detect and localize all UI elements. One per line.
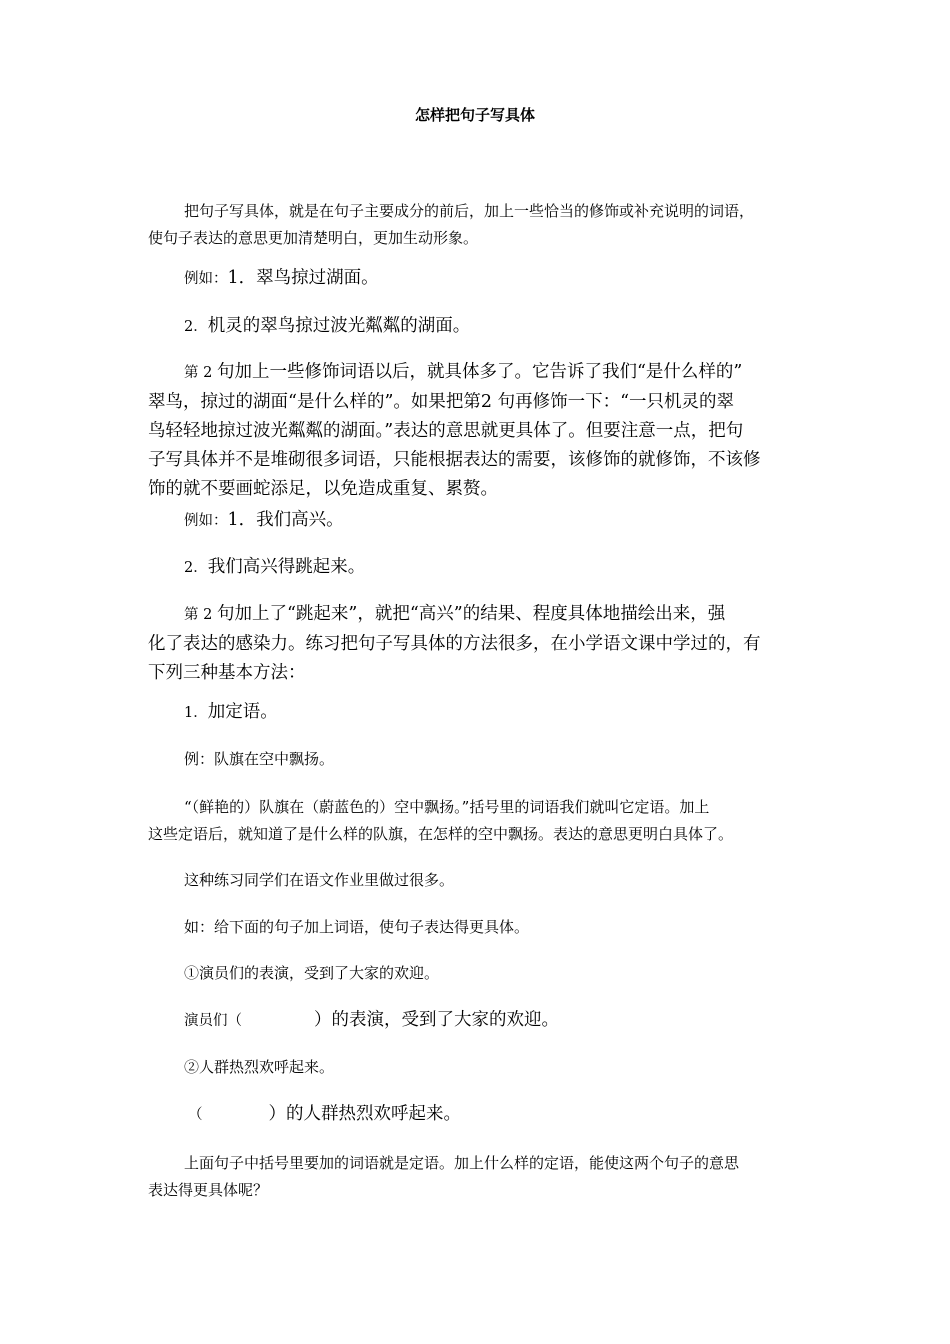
explain1-line-2: 翠鸟，掠过的湖面“是什么样的”。如果把第2 句再修饰一下：“一只机灵的翠 (148, 392, 735, 412)
explain1-line-1: 第 2 句加上一些修饰词语以后，就具体多了。它告诉了我们“是什么样的” (184, 362, 743, 382)
intro-paragraph (148, 198, 813, 252)
intro-line-1: 把句子写具体，就是在句子主要成分的前后，加上一些恰当的修饰或补充说明的词语， (184, 202, 755, 220)
practice-note: 这种练习同学们在语文作业里做过很多。 (184, 871, 455, 889)
method1-text: 加定语。 (207, 702, 278, 722)
example2-sentence-2 (148, 553, 849, 583)
example1-sentence-2 (148, 312, 849, 342)
example2-s1-text: 1．我们高兴。 (227, 510, 344, 530)
example1-s1-text: 1．翠鸟掠过湖面。 (227, 268, 379, 288)
explain2-line-1: 第 2 句加上了“跳起来”，就把“高兴”的结果、程度具体地描绘出来，强 (184, 604, 726, 624)
item1-fill-suffix: ）的表演，受到了大家的欢迎。 (314, 1010, 559, 1030)
method1-explain-paragraph (148, 794, 813, 848)
method1-heading (148, 698, 849, 728)
closing-line-1: 上面句子中括号里要加的词语就是定语。加上什么样的定语，能使这两个句子的意思 (184, 1154, 740, 1172)
explain1-line-5: 饰的就不要画蛇添足，以免造成重复、累赘。 (148, 479, 498, 499)
practice-item-1-fill (148, 1006, 849, 1036)
practice-item-2: ②人群热烈欢呼起来。 (184, 1058, 335, 1076)
method1-explain-line-1: “（鲜艳的）队旗在（蔚蓝色的）空中飘扬。”括号里的词语我们就叫它定语。加上 (184, 798, 710, 816)
explain1-paragraph (148, 358, 813, 504)
example2-sentence-1 (148, 506, 849, 536)
example1-s2-num: 2． (184, 319, 208, 335)
explain1-prefix: 第 2 (184, 365, 217, 381)
example-prefix: 例如： (184, 271, 228, 287)
example1-s2-text: 机灵的翠鸟掠过波光粼粼的湖面。 (207, 316, 471, 336)
intro-line-2: 使句子表达的意思更加清楚明白，更加生动形象。 (148, 229, 479, 247)
item1-fill-prefix: 演员们（ (184, 1013, 242, 1029)
practice-prompt: 如：给下面的句子加上词语，使句子表达得更具体。 (184, 918, 530, 936)
example2-s2-text: 我们高兴得跳起来。 (207, 557, 366, 577)
explain2-paragraph (148, 600, 813, 688)
practice-item-2-fill (148, 1100, 853, 1130)
method1-explain-line-2: 这些定语后，就知道了是什么样的队旗，在怎样的空中飘扬。表达的意思更明白具体了。 (148, 825, 734, 843)
example2-prefix: 例如： (184, 513, 228, 529)
example2-s2-num: 2． (184, 560, 208, 576)
practice-item-1: ①演员们的表演，受到了大家的欢迎。 (184, 964, 440, 982)
closing-paragraph (148, 1150, 813, 1204)
explain1-line-3: 鸟轻轻地掠过波光粼粼的湖面。”表达的意思就更具体了。但要注意一点，把句 (148, 421, 744, 441)
closing-line-2: 表达得更具体呢？ (148, 1181, 269, 1199)
explain2-prefix: 第 2 (184, 607, 217, 623)
explain2-line-3: 下列三种基本方法： (148, 663, 306, 683)
example1-sentence-1 (148, 264, 849, 294)
document-title: 怎样把句子写具体 (414, 106, 535, 124)
explain2-line-2: 化了表达的感染力。练习把句子写具体的方法很多，在小学语文课中学过的，有 (148, 634, 761, 654)
item2-fill-suffix: ）的人群热烈欢呼起来。 (268, 1104, 461, 1124)
item2-fill-prefix: （ (188, 1107, 203, 1123)
explain1-line-4: 子写具体并不是堆砌很多词语，只能根据表达的需要，该修饰的就修饰，不该修 (148, 450, 761, 470)
method1-num: 1． (184, 705, 208, 721)
method1-example: 例：队旗在空中飘扬。 (184, 750, 335, 768)
